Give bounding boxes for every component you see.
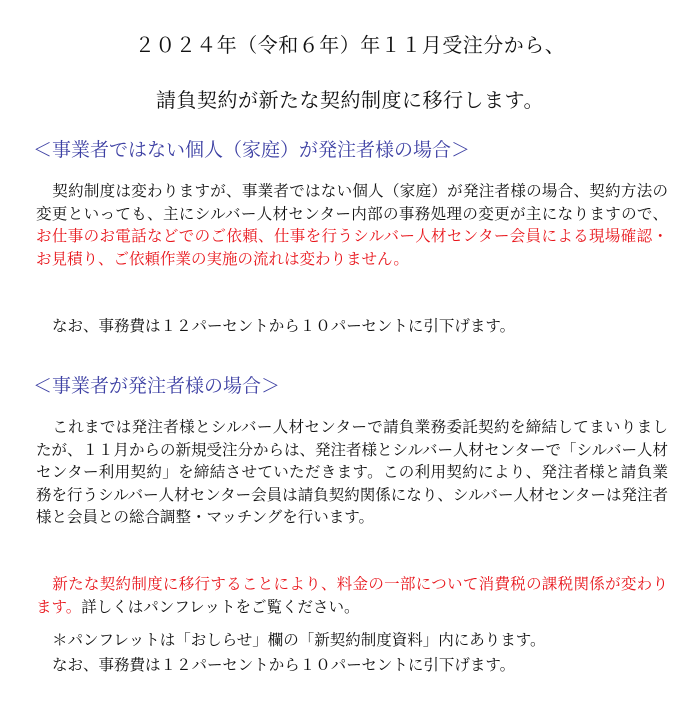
section-heading-business: ＜事業者が発注者様の場合＞ bbox=[33, 375, 281, 397]
individual-paragraph bbox=[36, 180, 668, 270]
business-tax-text: 詳しくはパンフレットをご覧ください。 bbox=[81, 597, 360, 616]
individual-fee-note bbox=[36, 315, 668, 338]
individual-paragraph-text: 契約制度は変わりますが、事業者ではない個人（家庭）が発注者様の場合、契約方法の変更といっても、主にシルバー人材センター内部の事務処理の変更が主になりますので、 bbox=[36, 182, 668, 223]
title-line-2: 請負契約が新たな契約制度に移行します。 bbox=[156, 88, 544, 112]
title-line-1: ２０２４年（令和６年）年１１月受注分から、 bbox=[134, 33, 566, 57]
business-tax-emphasis: 新たな契約制度に移行することにより、料金の一部について消費税の課税関係が変わります。 bbox=[36, 575, 668, 616]
business-fee-note bbox=[36, 654, 668, 677]
business-fee-note-text: なお、事務費は１２パーセントから１０パーセントに引下げます。 bbox=[52, 656, 516, 674]
business-paragraph bbox=[36, 416, 668, 529]
individual-fee-note-text: なお、事務費は１２パーセントから１０パーセントに引下げます。 bbox=[52, 317, 516, 335]
individual-paragraph-emphasis: お仕事のお電話などでのご依頼、仕事を行うシルバー人材センター会員による現場確認・お見積り、ご依頼作業の実施の流れは変わりません。 bbox=[36, 227, 668, 268]
business-paragraph-text: これまでは発注者様とシルバー人材センターで請負業務委託契約を締結してまいりましたが、１１月からの新規受注分からは、発注者様とシルバー人材センターで「シルバー人材センター利用契約」を締結させていただきます。この利用契約により、発注者様と請負業務を行うシルバー人材センター会員は請負契約関係になり、シルバー人材センターは発注者様と会員との総合調整・マッチングを行います。 bbox=[36, 418, 668, 526]
business-pamphlet-note-text: ＊パンフレットは「おしらせ」欄の「新契約制度資料」内にあります。 bbox=[52, 631, 546, 649]
section-heading-individual: ＜事業者ではない個人（家庭）が発注者様の場合＞ bbox=[33, 139, 471, 161]
business-pamphlet-note bbox=[36, 629, 668, 652]
business-tax-note bbox=[36, 573, 668, 618]
